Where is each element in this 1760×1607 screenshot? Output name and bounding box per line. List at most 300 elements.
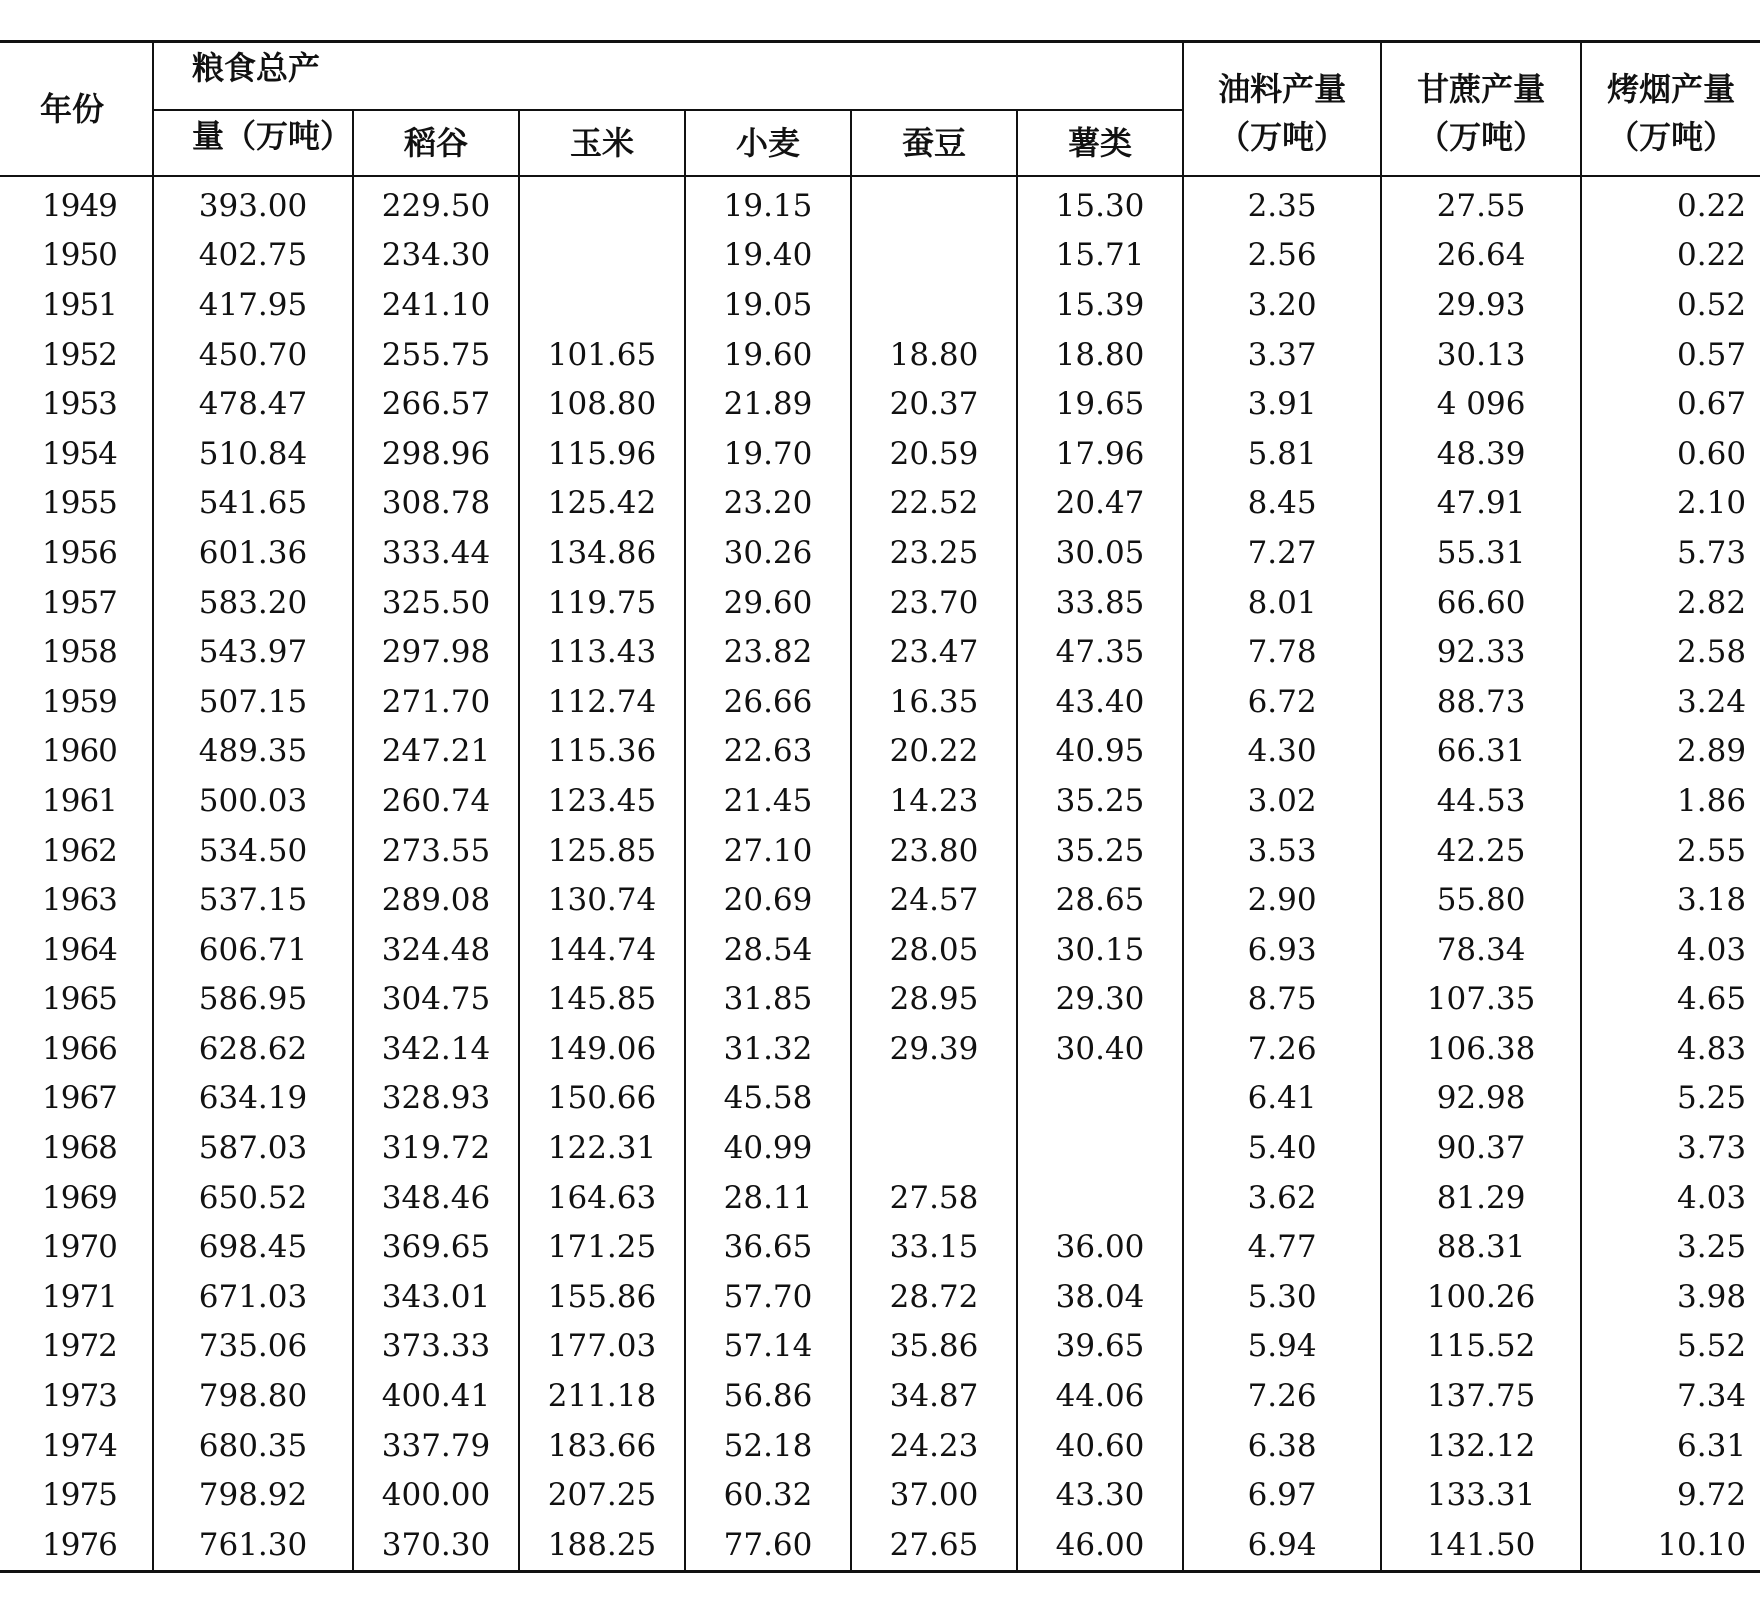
table-row: [0, 1024, 1760, 1074]
cell-tobacco: 7.34: [1677, 1378, 1747, 1415]
cell-wheat: 23.82: [685, 627, 851, 677]
cell-rice: 333.44: [353, 528, 519, 578]
cell-grain-total: 541.65: [153, 479, 353, 529]
cell-tobacco: 5.25: [1677, 1080, 1747, 1117]
cell-sugarcane: 30.13: [1381, 330, 1581, 380]
header-grain-total-line2: 量（万吨）: [153, 110, 353, 176]
cell-sugarcane: 78.34: [1381, 925, 1581, 975]
cell-wheat: 36.65: [685, 1222, 851, 1272]
cell-corn: 188.25: [519, 1520, 685, 1571]
cell-broad-bean: 23.47: [851, 627, 1017, 677]
cell-grain-total: 798.92: [153, 1470, 353, 1520]
cell-oil: 3.02: [1183, 776, 1381, 826]
cell-year: 1956: [0, 528, 153, 578]
cell-year: 1976: [0, 1520, 153, 1571]
cell-corn: 144.74: [519, 925, 685, 975]
cell-oil: 3.91: [1183, 379, 1381, 429]
cell-sugarcane: 92.98: [1381, 1074, 1581, 1124]
cell-oil: 7.27: [1183, 528, 1381, 578]
cell-broad-bean: 20.59: [851, 429, 1017, 479]
cell-sugarcane: 81.29: [1381, 1173, 1581, 1223]
cell-oil: 3.37: [1183, 330, 1381, 380]
cell-rice: 319.72: [353, 1123, 519, 1173]
table-row: [0, 1272, 1760, 1322]
cell-rice: 328.93: [353, 1074, 519, 1124]
cell-wheat: 19.05: [685, 280, 851, 330]
cell-rice: 255.75: [353, 330, 519, 380]
cell-broad-bean: 23.70: [851, 578, 1017, 628]
cell-year: 1966: [0, 1024, 153, 1074]
cell-tobacco: 2.55: [1677, 832, 1747, 869]
table-row: [0, 479, 1760, 529]
table-row: [0, 1322, 1760, 1372]
cell-rice: 247.21: [353, 727, 519, 777]
table-row: [0, 1520, 1760, 1571]
cell-broad-bean: 24.57: [851, 875, 1017, 925]
cell-oil: 8.01: [1183, 578, 1381, 628]
cell-rice: 400.00: [353, 1470, 519, 1520]
cell-tubers: 30.15: [1017, 925, 1183, 975]
cell-oil: 6.41: [1183, 1074, 1381, 1124]
cell-wheat: 60.32: [685, 1470, 851, 1520]
cell-broad-bean: 23.25: [851, 528, 1017, 578]
cell-corn: [519, 176, 685, 231]
cell-sugarcane: 90.37: [1381, 1123, 1581, 1173]
cell-tubers: [1017, 1123, 1183, 1173]
table-row: [0, 429, 1760, 479]
cell-tobacco: 4.65: [1677, 981, 1747, 1018]
cell-corn: 207.25: [519, 1470, 685, 1520]
cell-oil: 4.30: [1183, 727, 1381, 777]
cell-tobacco: 9.72: [1677, 1477, 1747, 1514]
cell-tobacco: 4.03: [1677, 931, 1747, 968]
cell-wheat: 28.11: [685, 1173, 851, 1223]
cell-tubers: 43.40: [1017, 677, 1183, 727]
cell-broad-bean: 14.23: [851, 776, 1017, 826]
cell-sugarcane: 27.55: [1381, 176, 1581, 231]
header-row: [0, 42, 1760, 111]
table-row: [0, 925, 1760, 975]
cell-oil: 7.78: [1183, 627, 1381, 677]
cell-sugarcane: 44.53: [1381, 776, 1581, 826]
cell-oil: 2.35: [1183, 176, 1381, 231]
cell-oil: 5.81: [1183, 429, 1381, 479]
cell-year: 1952: [0, 330, 153, 380]
table-row: [0, 677, 1760, 727]
cell-oil: 4.77: [1183, 1222, 1381, 1272]
cell-grain-total: 761.30: [153, 1520, 353, 1571]
cell-tubers: 18.80: [1017, 330, 1183, 380]
cell-tubers: 40.60: [1017, 1421, 1183, 1471]
cell-wheat: 27.10: [685, 826, 851, 876]
header-oil: 油料产量 （万吨）: [1183, 42, 1381, 177]
cell-tobacco: 10.10: [1657, 1526, 1747, 1563]
cell-oil: 3.53: [1183, 826, 1381, 876]
cell-broad-bean: [851, 231, 1017, 281]
cell-corn: 115.36: [519, 727, 685, 777]
cell-tobacco: 0.57: [1677, 336, 1747, 373]
cell-year: 1962: [0, 826, 153, 876]
cell-corn: 122.31: [519, 1123, 685, 1173]
cell-year: 1953: [0, 379, 153, 429]
cell-wheat: 31.32: [685, 1024, 851, 1074]
cell-tobacco: 0.22: [1677, 187, 1747, 224]
cell-oil: 6.93: [1183, 925, 1381, 975]
cell-broad-bean: 16.35: [851, 677, 1017, 727]
cell-broad-bean: 33.15: [851, 1222, 1017, 1272]
cell-year: 1949: [0, 176, 153, 231]
cell-year: 1974: [0, 1421, 153, 1471]
cell-tubers: 38.04: [1017, 1272, 1183, 1322]
cell-broad-bean: 20.37: [851, 379, 1017, 429]
cell-rice: 229.50: [353, 176, 519, 231]
cell-grain-total: 698.45: [153, 1222, 353, 1272]
cell-grain-total: 798.80: [153, 1371, 353, 1421]
cell-year: 1973: [0, 1371, 153, 1421]
cell-tobacco: 5.52: [1677, 1328, 1747, 1365]
cell-tubers: 15.71: [1017, 231, 1183, 281]
cell-year: 1957: [0, 578, 153, 628]
cell-oil: 2.90: [1183, 875, 1381, 925]
cell-rice: 373.33: [353, 1322, 519, 1372]
cell-corn: 177.03: [519, 1322, 685, 1372]
cell-wheat: 57.70: [685, 1272, 851, 1322]
cell-rice: 297.98: [353, 627, 519, 677]
cell-grain-total: 583.20: [153, 578, 353, 628]
cell-tobacco: 4.03: [1677, 1179, 1747, 1216]
cell-wheat: 19.40: [685, 231, 851, 281]
cell-sugarcane: 66.60: [1381, 578, 1581, 628]
cell-oil: 7.26: [1183, 1371, 1381, 1421]
cell-tubers: 28.65: [1017, 875, 1183, 925]
table-row: [0, 231, 1760, 281]
cell-wheat: 56.86: [685, 1371, 851, 1421]
cell-grain-total: 587.03: [153, 1123, 353, 1173]
cell-corn: 125.42: [519, 479, 685, 529]
cell-tobacco: 3.98: [1677, 1278, 1747, 1315]
cell-grain-total: 393.00: [153, 176, 353, 231]
cell-grain-total: 680.35: [153, 1421, 353, 1471]
cell-tubers: 43.30: [1017, 1470, 1183, 1520]
cell-oil: 6.97: [1183, 1470, 1381, 1520]
cell-corn: 134.86: [519, 528, 685, 578]
cell-corn: 115.96: [519, 429, 685, 479]
cell-tobacco: 3.25: [1677, 1229, 1747, 1266]
cell-broad-bean: [851, 1123, 1017, 1173]
cell-broad-bean: 28.72: [851, 1272, 1017, 1322]
cell-sugarcane: 55.80: [1381, 875, 1581, 925]
cell-rice: 308.78: [353, 479, 519, 529]
cell-broad-bean: 23.80: [851, 826, 1017, 876]
table-row: [0, 330, 1760, 380]
table-row: [0, 1123, 1760, 1173]
cell-grain-total: 628.62: [153, 1024, 353, 1074]
cell-rice: 271.70: [353, 677, 519, 727]
cell-tobacco: 0.67: [1677, 386, 1747, 423]
cell-tubers: 30.40: [1017, 1024, 1183, 1074]
cell-year: 1954: [0, 429, 153, 479]
cell-year: 1951: [0, 280, 153, 330]
cell-corn: 113.43: [519, 627, 685, 677]
cell-tobacco: 1.86: [1677, 782, 1747, 819]
cell-grain-total: 671.03: [153, 1272, 353, 1322]
cell-year: 1959: [0, 677, 153, 727]
cell-wheat: 20.69: [685, 875, 851, 925]
cell-year: 1975: [0, 1470, 153, 1520]
cell-sugarcane: 141.50: [1381, 1520, 1581, 1571]
cell-year: 1965: [0, 975, 153, 1025]
cell-rice: 241.10: [353, 280, 519, 330]
cell-year: 1970: [0, 1222, 153, 1272]
cell-year: 1958: [0, 627, 153, 677]
cell-grain-total: 507.15: [153, 677, 353, 727]
header-rice: 稻谷: [353, 110, 519, 176]
cell-sugarcane: 4 096: [1381, 379, 1581, 429]
table-row: [0, 280, 1760, 330]
table-row: [0, 1173, 1760, 1223]
cell-tubers: 30.05: [1017, 528, 1183, 578]
cell-corn: 130.74: [519, 875, 685, 925]
cell-grain-total: 534.50: [153, 826, 353, 876]
cell-broad-bean: 20.22: [851, 727, 1017, 777]
cell-tubers: 35.25: [1017, 826, 1183, 876]
cell-grain-total: 489.35: [153, 727, 353, 777]
cell-rice: 325.50: [353, 578, 519, 628]
cell-broad-bean: 27.65: [851, 1520, 1017, 1571]
cell-grain-total: 735.06: [153, 1322, 353, 1372]
header-sugarcane: 甘蔗产量 （万吨）: [1381, 42, 1581, 177]
cell-tobacco: 0.22: [1677, 237, 1747, 274]
cell-broad-bean: 24.23: [851, 1421, 1017, 1471]
table-row: [0, 176, 1760, 231]
cell-year: 1963: [0, 875, 153, 925]
cell-wheat: 26.66: [685, 677, 851, 727]
cell-grain-total: 478.47: [153, 379, 353, 429]
cell-oil: 2.56: [1183, 231, 1381, 281]
cell-tubers: 36.00: [1017, 1222, 1183, 1272]
cell-corn: 171.25: [519, 1222, 685, 1272]
cell-corn: [519, 231, 685, 281]
cell-oil: 7.26: [1183, 1024, 1381, 1074]
cell-tobacco: 2.82: [1677, 584, 1747, 621]
cell-corn: 155.86: [519, 1272, 685, 1322]
cell-oil: 6.72: [1183, 677, 1381, 727]
cell-corn: 101.65: [519, 330, 685, 380]
cell-tobacco: 5.73: [1677, 534, 1747, 571]
cell-tubers: 46.00: [1017, 1520, 1183, 1571]
cell-tobacco: 3.24: [1677, 683, 1747, 720]
cell-rice: 273.55: [353, 826, 519, 876]
header-wheat: 小麦: [685, 110, 851, 176]
cell-tubers: 35.25: [1017, 776, 1183, 826]
cell-broad-bean: 18.80: [851, 330, 1017, 380]
cell-sugarcane: 47.91: [1381, 479, 1581, 529]
cell-wheat: 19.60: [685, 330, 851, 380]
cell-tobacco: 6.31: [1677, 1427, 1747, 1464]
cell-tubers: 29.30: [1017, 975, 1183, 1025]
cell-tubers: 44.06: [1017, 1371, 1183, 1421]
table-row: [0, 578, 1760, 628]
cell-broad-bean: [851, 176, 1017, 231]
cell-sugarcane: 132.12: [1381, 1421, 1581, 1471]
cell-tobacco: 3.18: [1677, 882, 1747, 919]
cell-broad-bean: 28.95: [851, 975, 1017, 1025]
cell-grain-total: 450.70: [153, 330, 353, 380]
cell-oil: 6.38: [1183, 1421, 1381, 1471]
table-row: [0, 1371, 1760, 1421]
cell-year: 1968: [0, 1123, 153, 1173]
cell-wheat: 29.60: [685, 578, 851, 628]
cell-corn: 123.45: [519, 776, 685, 826]
cell-corn: 149.06: [519, 1024, 685, 1074]
cell-year: 1950: [0, 231, 153, 281]
table-row: [0, 627, 1760, 677]
cell-oil: 8.45: [1183, 479, 1381, 529]
cell-corn: 112.74: [519, 677, 685, 727]
cell-tobacco: 0.60: [1677, 435, 1747, 472]
cell-tubers: 39.65: [1017, 1322, 1183, 1372]
cell-grain-total: 543.97: [153, 627, 353, 677]
cell-oil: 6.94: [1183, 1520, 1381, 1571]
cell-corn: 164.63: [519, 1173, 685, 1223]
cell-oil: 5.30: [1183, 1272, 1381, 1322]
cell-wheat: 19.70: [685, 429, 851, 479]
header-tubers: 薯类: [1017, 110, 1183, 176]
cell-wheat: 57.14: [685, 1322, 851, 1372]
cell-broad-bean: 28.05: [851, 925, 1017, 975]
cell-corn: [519, 280, 685, 330]
cell-grain-total: 586.95: [153, 975, 353, 1025]
cell-wheat: 30.26: [685, 528, 851, 578]
cell-tobacco: 2.10: [1677, 485, 1747, 522]
table-row: [0, 1222, 1760, 1272]
cell-rice: 324.48: [353, 925, 519, 975]
cell-sugarcane: 66.31: [1381, 727, 1581, 777]
cell-tubers: 20.47: [1017, 479, 1183, 529]
production-table: [0, 40, 1760, 1573]
cell-year: 1971: [0, 1272, 153, 1322]
cell-sugarcane: 100.26: [1381, 1272, 1581, 1322]
cell-corn: 119.75: [519, 578, 685, 628]
table-body: [0, 176, 1760, 1571]
cell-oil: 8.75: [1183, 975, 1381, 1025]
cell-tubers: 40.95: [1017, 727, 1183, 777]
cell-grain-total: 417.95: [153, 280, 353, 330]
cell-corn: 183.66: [519, 1421, 685, 1471]
cell-tobacco: 4.83: [1677, 1030, 1747, 1067]
table-row: [0, 1470, 1760, 1520]
cell-tubers: 15.30: [1017, 176, 1183, 231]
cell-oil: 5.40: [1183, 1123, 1381, 1173]
cell-rice: 289.08: [353, 875, 519, 925]
cell-corn: 211.18: [519, 1371, 685, 1421]
cell-grain-total: 510.84: [153, 429, 353, 479]
cell-oil: 3.62: [1183, 1173, 1381, 1223]
cell-rice: 266.57: [353, 379, 519, 429]
cell-rice: 369.65: [353, 1222, 519, 1272]
header-tobacco: 烤烟产量 （万吨）: [1581, 42, 1760, 177]
table-row: [0, 379, 1760, 429]
cell-tobacco: 2.89: [1677, 733, 1747, 770]
cell-sugarcane: 115.52: [1381, 1322, 1581, 1372]
cell-grain-total: 402.75: [153, 231, 353, 281]
cell-broad-bean: [851, 280, 1017, 330]
cell-wheat: 77.60: [685, 1520, 851, 1571]
cell-year: 1967: [0, 1074, 153, 1124]
cell-broad-bean: 35.86: [851, 1322, 1017, 1372]
cell-sugarcane: 26.64: [1381, 231, 1581, 281]
cell-grain-total: 500.03: [153, 776, 353, 826]
table-row: [0, 528, 1760, 578]
cell-sugarcane: 88.31: [1381, 1222, 1581, 1272]
cell-sugarcane: 29.93: [1381, 280, 1581, 330]
cell-rice: 348.46: [353, 1173, 519, 1223]
cell-tobacco: 2.58: [1677, 634, 1747, 671]
cell-broad-bean: [851, 1074, 1017, 1124]
cell-wheat: 28.54: [685, 925, 851, 975]
cell-tobacco: 3.73: [1677, 1130, 1747, 1167]
cell-wheat: 21.89: [685, 379, 851, 429]
cell-sugarcane: 42.25: [1381, 826, 1581, 876]
cell-wheat: 31.85: [685, 975, 851, 1025]
cell-sugarcane: 92.33: [1381, 627, 1581, 677]
header-corn: 玉米: [519, 110, 685, 176]
table-row: [0, 727, 1760, 777]
cell-year: 1964: [0, 925, 153, 975]
cell-year: 1969: [0, 1173, 153, 1223]
cell-sugarcane: 137.75: [1381, 1371, 1581, 1421]
cell-tubers: 15.39: [1017, 280, 1183, 330]
cell-corn: 125.85: [519, 826, 685, 876]
cell-tubers: 33.85: [1017, 578, 1183, 628]
cell-rice: 234.30: [353, 231, 519, 281]
cell-wheat: 21.45: [685, 776, 851, 826]
cell-tubers: [1017, 1074, 1183, 1124]
cell-rice: 370.30: [353, 1520, 519, 1571]
cell-sugarcane: 133.31: [1381, 1470, 1581, 1520]
cell-rice: 342.14: [353, 1024, 519, 1074]
cell-grain-total: 650.52: [153, 1173, 353, 1223]
cell-wheat: 22.63: [685, 727, 851, 777]
cell-corn: 145.85: [519, 975, 685, 1025]
cell-year: 1972: [0, 1322, 153, 1372]
cell-corn: 108.80: [519, 379, 685, 429]
cell-tubers: 17.96: [1017, 429, 1183, 479]
cell-grain-total: 606.71: [153, 925, 353, 975]
table-row: [0, 826, 1760, 876]
cell-wheat: 23.20: [685, 479, 851, 529]
cell-broad-bean: 37.00: [851, 1470, 1017, 1520]
cell-rice: 343.01: [353, 1272, 519, 1322]
cell-rice: 337.79: [353, 1421, 519, 1471]
cell-tubers: 19.65: [1017, 379, 1183, 429]
cell-broad-bean: 22.52: [851, 479, 1017, 529]
cell-sugarcane: 107.35: [1381, 975, 1581, 1025]
cell-wheat: 45.58: [685, 1074, 851, 1124]
cell-rice: 304.75: [353, 975, 519, 1025]
cell-oil: 3.20: [1183, 280, 1381, 330]
cell-corn: 150.66: [519, 1074, 685, 1124]
cell-sugarcane: 48.39: [1381, 429, 1581, 479]
cell-tubers: 47.35: [1017, 627, 1183, 677]
cell-grain-total: 634.19: [153, 1074, 353, 1124]
cell-broad-bean: 29.39: [851, 1024, 1017, 1074]
header-broad-bean: 蚕豆: [851, 110, 1017, 176]
cell-year: 1961: [0, 776, 153, 826]
table-row: [0, 975, 1760, 1025]
cell-grain-total: 537.15: [153, 875, 353, 925]
cell-year: 1955: [0, 479, 153, 529]
